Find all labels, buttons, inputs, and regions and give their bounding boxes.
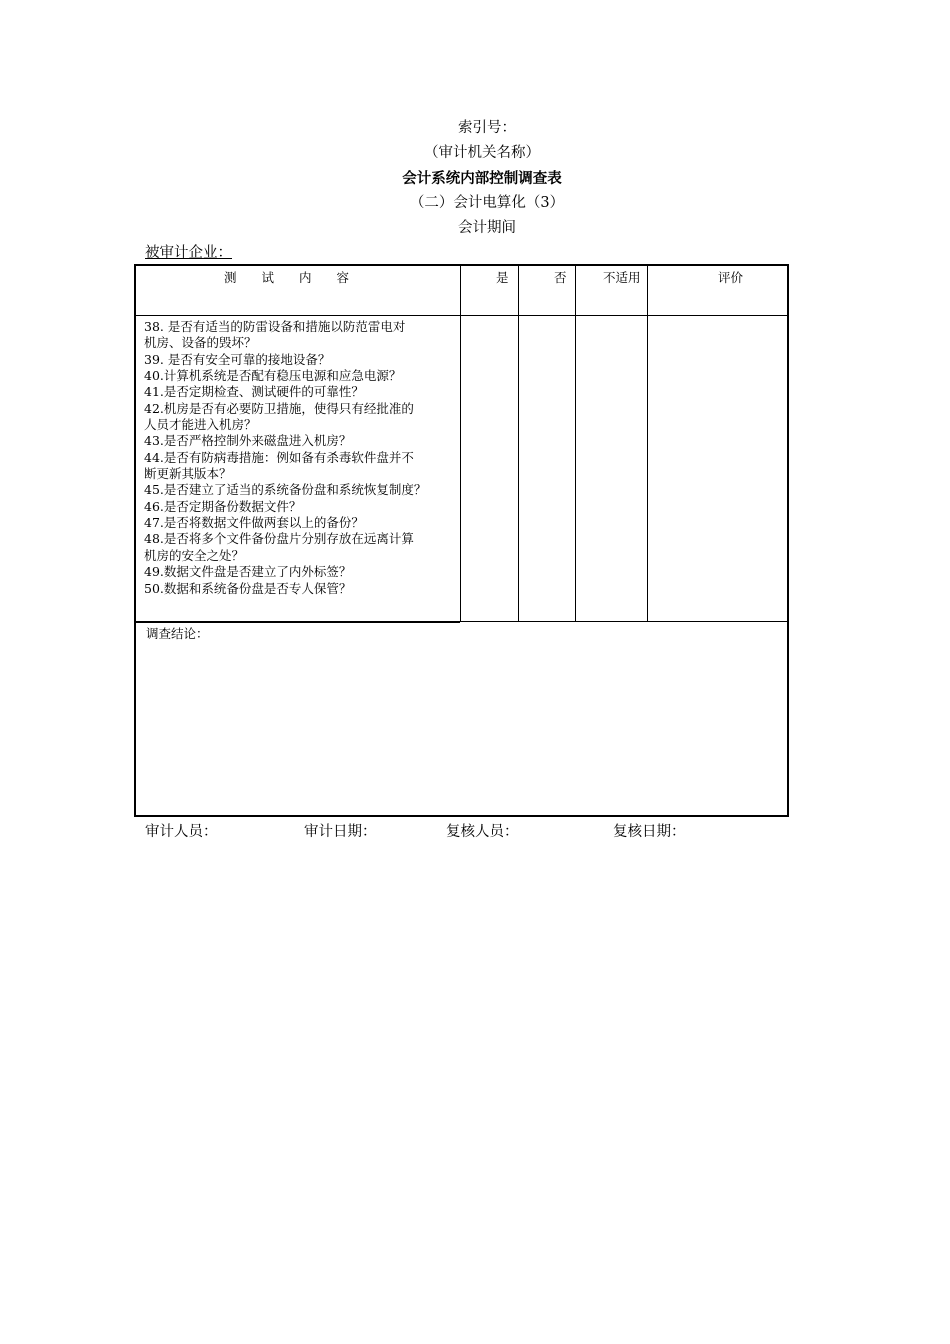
review-date-label: 复核日期：: [613, 824, 686, 840]
column-divider: [647, 266, 648, 622]
question-line: 机房、设备的毁坏？: [144, 335, 257, 351]
question-line: 48.是否将多个文件备份盘片分别存放在远离计算: [144, 531, 414, 547]
question-line: 41.是否定期检查、测试硬件的可靠性？: [144, 384, 364, 400]
question-line: 42.机房是否有必要防卫措施，使得只有经批准的: [144, 400, 414, 416]
column-divider: [575, 266, 576, 622]
reviewer-label: 复核人员：: [446, 824, 519, 840]
question-line: 49.数据文件盘是否建立了内外标签？: [144, 564, 352, 580]
column-divider: [518, 266, 519, 622]
question-line: 人员才能进入机房？: [144, 417, 257, 433]
audit-agency-name: （审计机关名称）: [424, 145, 540, 161]
header-row-divider: [136, 315, 787, 316]
question-line: 断更新其版本？: [144, 466, 232, 482]
survey-table: [134, 264, 789, 817]
survey-conclusion-label: 调查结论：: [146, 626, 209, 641]
accounting-period-label: 会计期间: [458, 220, 516, 236]
question-line: 40.计算机系统是否配有稳压电源和应急电源？: [144, 368, 402, 384]
form-subtitle: （二）会计电算化（3）: [409, 195, 565, 211]
column-header-evaluation: 评价: [718, 270, 744, 285]
question-line: 50.数据和系统备份盘是否专人保管？: [144, 580, 352, 596]
column-header-no: 否: [554, 270, 567, 285]
question-line: 45.是否建立了适当的系统备份盘和系统恢复制度？: [144, 482, 427, 498]
question-line: 机房的安全之处？: [144, 547, 245, 563]
audit-date-label: 审计日期：: [304, 824, 377, 840]
auditee-label: 被审计企业：: [145, 245, 232, 261]
form-title: 会计系统内部控制调查表: [402, 171, 562, 187]
column-header-yes: 是: [496, 270, 509, 285]
column-header-test-content: 测 试 内 容: [224, 270, 350, 285]
conclusion-divider-bold: [136, 622, 460, 623]
question-line: 43.是否严格控制外来磁盘进入机房？: [144, 433, 352, 449]
auditor-label: 审计人员：: [145, 824, 218, 840]
question-line: 44.是否有防病毒措施：例如备有杀毒软件盘并不: [144, 449, 414, 465]
question-line: 39. 是否有安全可靠的接地设备？: [144, 351, 331, 367]
question-line: 47.是否将数据文件做两套以上的备份？: [144, 515, 364, 531]
column-header-not-applicable: 不适用: [603, 270, 641, 285]
index-number-label: 索引号：: [458, 120, 516, 136]
question-line: 38. 是否有适当的防雷设备和措施以防范雷电对: [144, 319, 406, 334]
question-line: 46.是否定期备份数据文件？: [144, 498, 302, 514]
test-content-questions: [144, 319, 464, 597]
